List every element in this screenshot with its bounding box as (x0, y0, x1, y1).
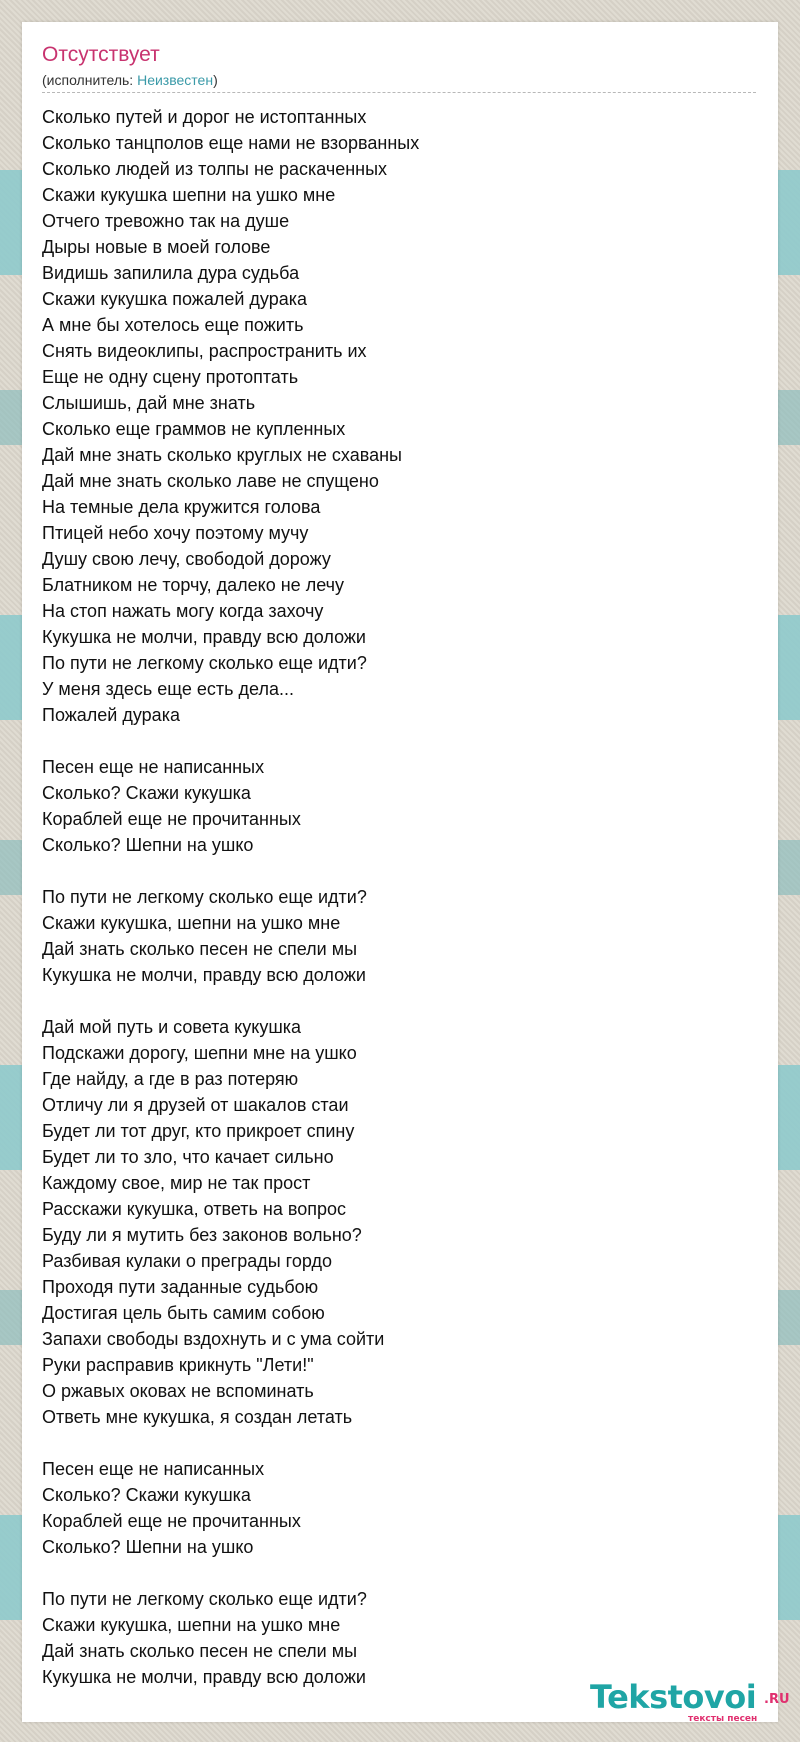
logo-domain: .RU (764, 1692, 790, 1707)
dashed-divider (42, 92, 756, 93)
song-title: Отсутствует (42, 43, 160, 66)
performer-line (42, 71, 218, 89)
performer-prefix: (исполнитель: (42, 72, 138, 88)
lyrics-text: Сколько путей и дорог не истоптанных Сколько танцполов еще нами не взорванных Сколько людей из толпы не раскаченных Скажи кукушка шепни на ушко мне Отчего тревожно так на душе Дыры новые в моей голове Видишь запилила дура судьба Скажи кукушка пожалей дурака А мне бы хотелось еще пожить Снять видеоклипы, распространить их Еще не одну сцену протоптать Слышишь, дай мне знать Сколько еще граммов не купленных Дай мне знать сколько круглых не схаваны Дай мне знать сколько лаве не спущено На темные дела кружится голова Птицей небо хочу поэтому мучу Душу свою лечу, свободой дорожу Блатником не торчу, далеко не лечу На стоп нажать могу когда захочу Кукушка не молчи, правду всю доложи По пути не легкому сколько еще идти? У меня здесь еще есть дела... Пожалей дурака Песен еще не написанных Сколько? Скажи кукушка Кораблей еще не прочитанных Сколько? Шепни на ушко По пути не легкому сколько еще идти? Скажи кукушка, шепни на ушко мне Дай знать сколько песен не спели мы Кукушка не молчи, правду всю доложи Дай мой путь и совета кукушка Подскажи дорогу, шепни мне на ушко Где найду, а где в раз потеряю Отличу ли я друзей от шакалов стаи Будет ли тот друг, кто прикроет спину Будет ли то зло, что качает сильно Каждому свое, мир не так прост Расскажи кукушка, ответь на вопрос Буду ли я мутить без законов вольно? Разбивая кулаки о преграды гордо Проходя пути заданные судьбою Достигая цель быть самим собою Запахи свободы вздохнуть и с ума сойти Руки расправив крикнуть "Лети!" О ржавых оковах не вспоминать Ответь мне кукушка, я создан летать Песен еще не написанных Сколько? Скажи кукушка Кораблей еще не прочитанных Сколько? Шепни на ушко По пути не легкому сколько еще идти? Скажи кукушка, шепни на ушко мне Дай знать сколько песен не спели мы Кукушка не молчи, правду всю доложи (42, 107, 420, 1687)
lyrics-card (22, 22, 790, 1724)
performer-link[interactable]: Неизвестен (137, 72, 214, 88)
site-logo[interactable] (590, 1678, 790, 1728)
logo-wordmark: Tekstovoi (590, 1678, 757, 1716)
logo-tagline: тексты песен (688, 1714, 758, 1724)
performer-suffix: ) (213, 72, 218, 88)
